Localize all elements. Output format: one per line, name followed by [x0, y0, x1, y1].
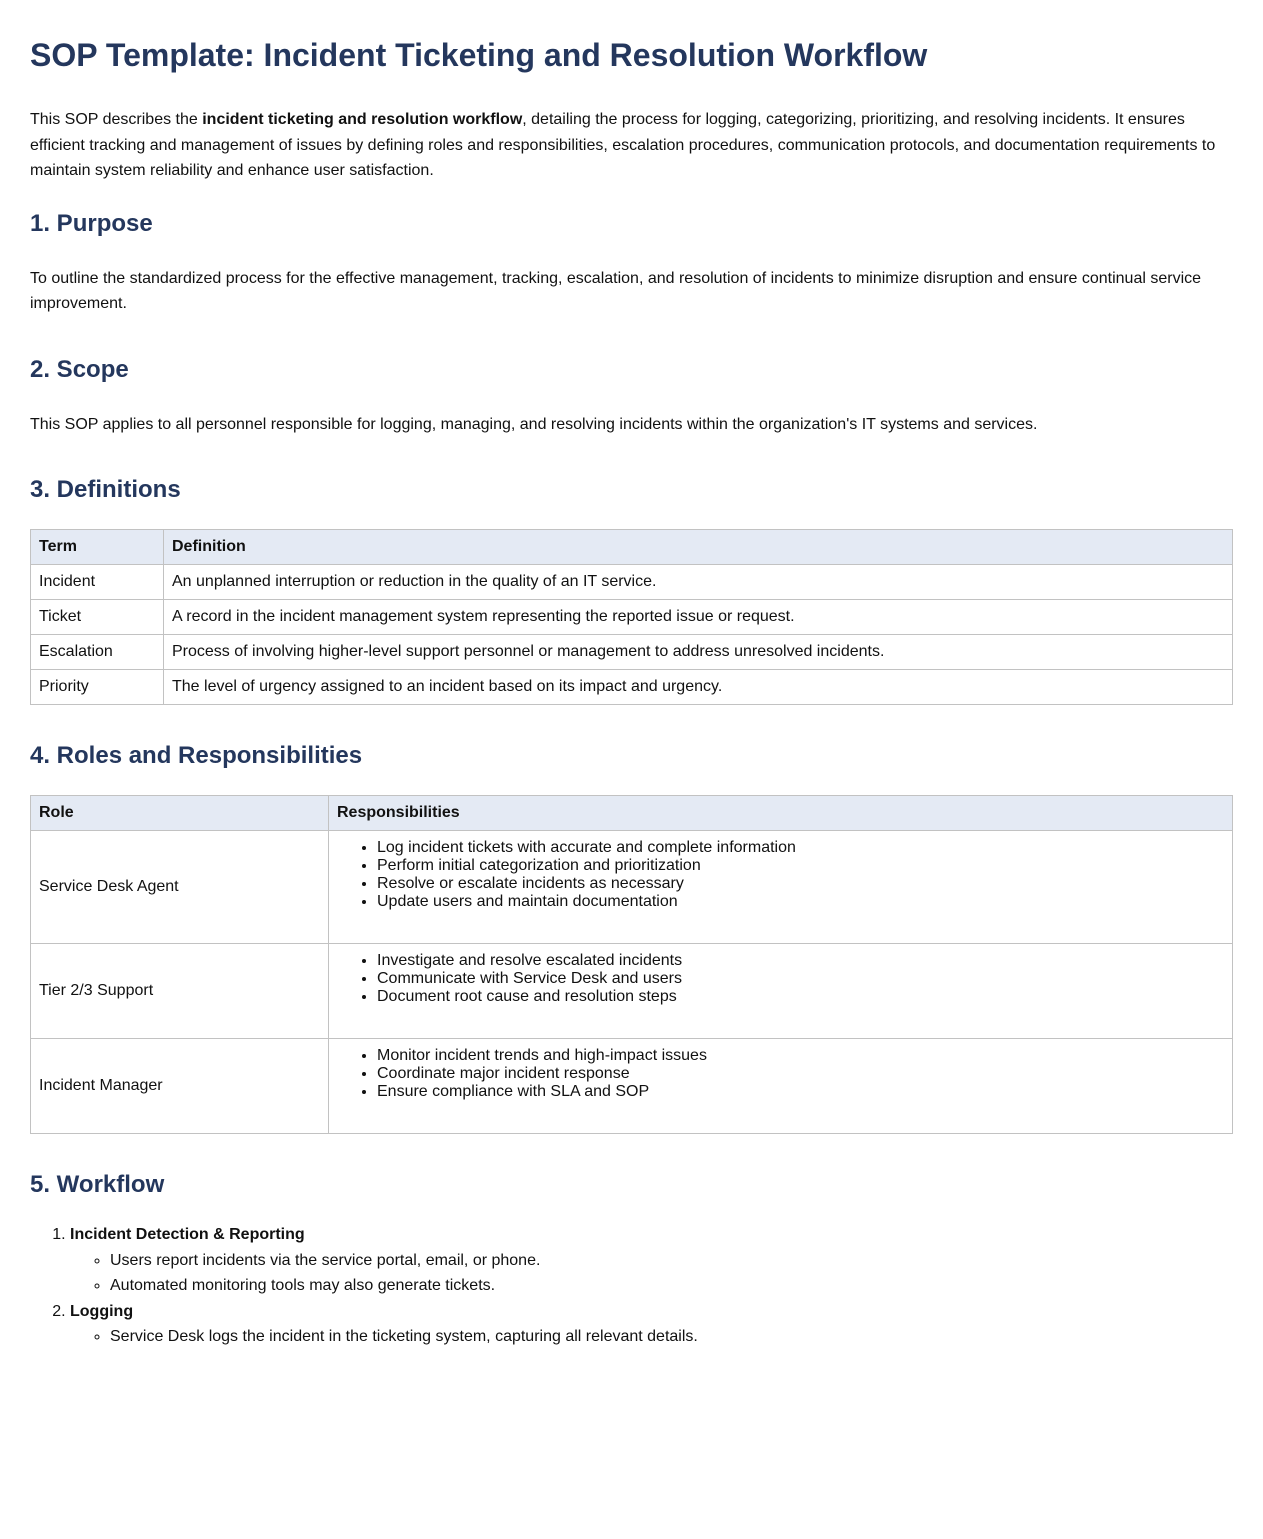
definition-cell: The level of urgency assigned to an incident based on its impact and urgency. — [164, 670, 1233, 705]
term-column-header: Term — [31, 530, 164, 565]
workflow-step — [70, 1299, 1233, 1350]
purpose-heading: 1. Purpose — [30, 209, 153, 237]
workflow-step-title: Logging — [70, 1302, 134, 1320]
definition-cell: A record in the incident management system representing the reported issue or request. — [164, 600, 1233, 635]
roles-table — [30, 795, 1233, 1134]
definition-column-header: Definition — [164, 530, 1233, 565]
table-row — [31, 670, 1233, 705]
responsibilities-cell — [329, 831, 1233, 944]
workflow-step-details — [70, 1324, 1233, 1350]
list-item: • Monitor incident trends and high-impact issues — [377, 1047, 1224, 1065]
definitions-table — [30, 529, 1233, 705]
definitions-header-row — [31, 530, 1233, 565]
workflow-step — [70, 1222, 1233, 1299]
definitions-heading: 3. Definitions — [30, 476, 181, 503]
intro-text-start: This SOP describes the — [30, 111, 203, 128]
intro-paragraph — [30, 107, 1233, 184]
definition-cell: An unplanned interruption or reduction in the quality of an IT service. — [164, 565, 1233, 600]
role-column-header: Role — [31, 796, 329, 831]
workflow-step-title: Incident Detection & Reporting — [70, 1226, 305, 1243]
table-row — [31, 944, 1233, 1039]
definition-cell: Process of involving higher-level support personnel or management to address unresolved incidents. — [164, 635, 1233, 670]
list-item: ◦ Service Desk logs the incident in the ticketing system, capturing all relevant details. — [110, 1324, 1233, 1350]
table-row — [31, 1039, 1233, 1134]
scope-text: This SOP applies to all personnel responsible for logging, managing, and resolving incidents within the organization's IT systems and services. — [30, 415, 1038, 433]
table-row — [31, 831, 1233, 944]
intro-bold-phrase: incident ticketing and resolution workflow — [202, 111, 523, 128]
list-item: ◦ Users report incidents via the service portal, email, or phone. — [110, 1248, 1233, 1274]
workflow-steps — [30, 1222, 1233, 1350]
table-row — [31, 635, 1233, 670]
page-title: SOP Template: Incident Ticketing and Resolution Workflow — [30, 37, 928, 73]
document-content — [30, 0, 1233, 1345]
scope-heading: 2. Scope — [30, 355, 129, 383]
list-item: • Update users and maintain documentation — [377, 893, 1224, 911]
workflow-step-details — [70, 1248, 1233, 1299]
roles-header-row — [31, 796, 1233, 831]
roles-heading: 4. Roles and Responsibilities — [30, 742, 363, 769]
list-item: • Log incident tickets with accurate and complete information — [377, 839, 1224, 857]
list-item: • Document root cause and resolution steps — [377, 988, 1224, 1006]
workflow-heading: 5. Workflow — [30, 1171, 165, 1198]
list-item: • Ensure compliance with SLA and SOP — [377, 1083, 1224, 1101]
responsibilities-column-header: Responsibilities — [329, 796, 1233, 831]
role-cell: Tier 2/3 Support — [31, 944, 329, 1039]
list-item: • Coordinate major incident response — [377, 1065, 1224, 1083]
responsibilities-cell — [329, 1039, 1233, 1134]
list-item: • Resolve or escalate incidents as necessary — [377, 875, 1224, 893]
intro-text-end: , detailing the process for logging, categorizing, prioritizing, and resolving incidents. It ensures efficient tracking and management of issues by defining roles and responsibilities, escalation procedures, communication protocols, and documentation requirements to maintain system reliability and enhance user satisfaction. — [30, 111, 1216, 179]
responsibilities-list — [337, 839, 1224, 911]
list-item: • Perform initial categorization and prioritization — [377, 857, 1224, 875]
term-cell: Incident — [31, 565, 164, 600]
table-row — [31, 600, 1233, 635]
role-cell: Service Desk Agent — [31, 831, 329, 944]
responsibilities-cell — [329, 944, 1233, 1039]
list-item: ◦ Automated monitoring tools may also generate tickets. — [110, 1273, 1233, 1299]
list-item: • Investigate and resolve escalated incidents — [377, 952, 1224, 970]
term-cell: Ticket — [31, 600, 164, 635]
list-item: • Communicate with Service Desk and users — [377, 970, 1224, 988]
responsibilities-list — [337, 1047, 1224, 1101]
table-row — [31, 565, 1233, 600]
responsibilities-list — [337, 952, 1224, 1006]
purpose-text: To outline the standardized process for the effective management, tracking, escalation, and resolution of incidents to minimize disruption and ensure continual service improvement. — [30, 269, 1202, 312]
term-cell: Escalation — [31, 635, 164, 670]
term-cell: Priority — [31, 670, 164, 705]
role-cell: Incident Manager — [31, 1039, 329, 1134]
